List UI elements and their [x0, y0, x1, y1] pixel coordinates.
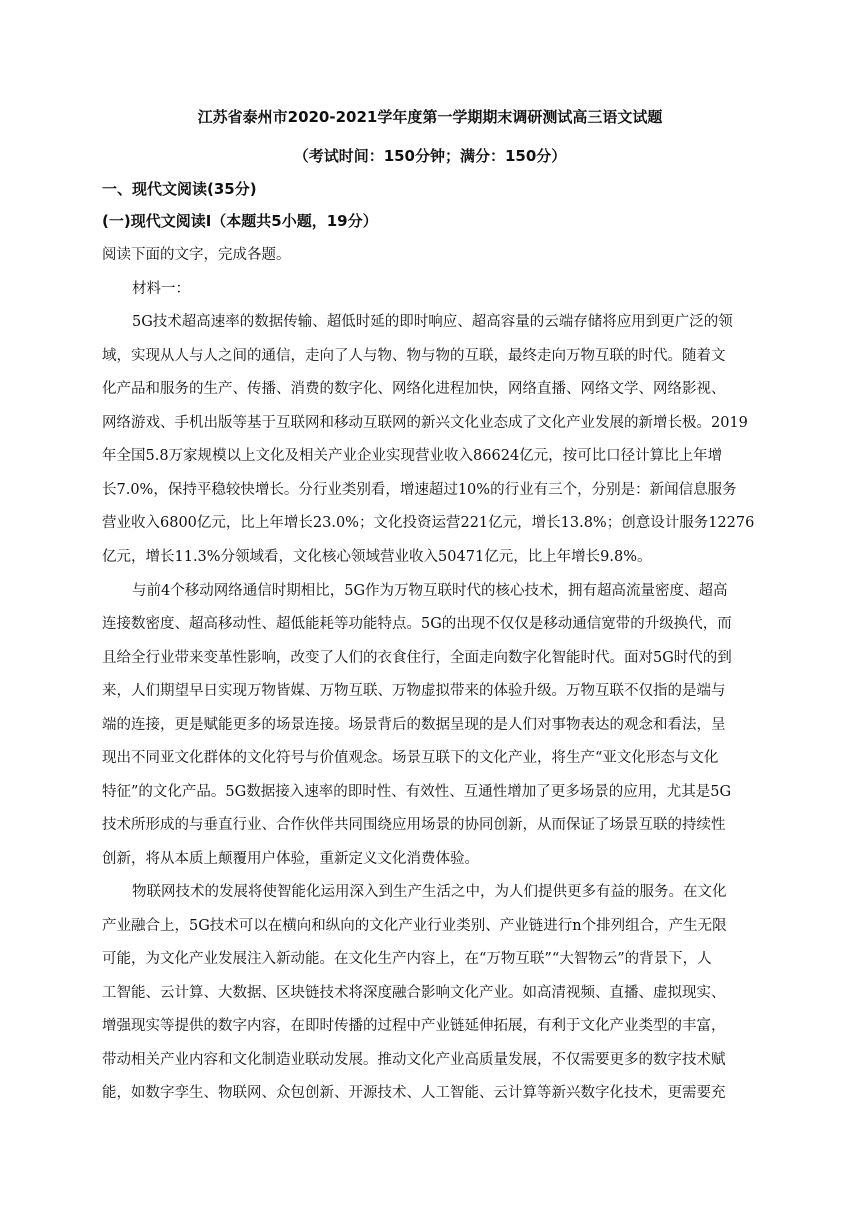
paragraph-line: 物联网技术的发展将使智能化运用深入到生产生活之中，为人们提供更多有益的服务。在文化 [132, 884, 727, 900]
paragraph-line: 来，人们期望早日实现万物皆媒、万物互联、万物虚拟带来的体验升级。万物互联不仅指的是端与 [102, 683, 726, 699]
paragraph-line: 营业收入6800亿元，比上年增长23.0%；文化投资运营221亿元，增长13.8%；创意设计服务12276 [102, 515, 755, 531]
paragraph-line: 端的连接，更是赋能更多的场景连接。场景背后的数据呈现的是人们对事物表达的观念和看法，呈 [102, 717, 726, 733]
paragraph-line: 域，实现从人与人之间的通信，走向了人与物、物与物的互联，最终走向万物互联的时代。随着文 [102, 348, 726, 364]
subsection-heading: (一)现代文阅读Ⅰ（本题共5小题，19分） [102, 212, 378, 230]
paragraph-line: 技术所形成的与垂直行业、合作伙伴共同围绕应用场景的协同创新，从而保证了场景互联的持续性 [102, 817, 726, 833]
paragraph-line: 增强现实等提供的数字内容，在即时传播的过程中产业链延伸拓展，有利于文化产业类型的丰富， [102, 1018, 726, 1034]
paragraph-line: 现出不同亚文化群体的文化符号与价值观念。场景互联下的文化产业，将生产“亚文化形态与文化 [102, 750, 719, 766]
paragraph-line: 且给全行业带来变革性影响，改变了人们的衣食住行，全面走向数字化智能时代。面对5G时代的到 [102, 650, 732, 666]
paragraph-line: 产业融合上，5G技术可以在横向和纵向的文化产业行业类别、产业链进行n个排列组合，产生无限 [102, 918, 727, 934]
paragraph-line: 与前4个移动网络通信时期相比，5G作为万物互联时代的核心技术，拥有超高流量密度、超高 [132, 583, 728, 599]
paragraph-line: 网络游戏、手机出版等基于互联网和移动互联网的新兴文化业态成了文化产业发展的新增长极。2019 [102, 415, 748, 431]
instruction-text: 阅读下面的文字，完成各题。 [102, 247, 291, 263]
material-label: 材料一： [132, 281, 190, 297]
exam-subtitle: （考试时间：150分钟；满分：150分） [293, 147, 567, 165]
paragraph-line: 连接数密度、超高移动性、超低能耗等功能特点。5G的出现不仅仅是移动通信宽带的升级换代，而 [102, 616, 732, 632]
paragraph-line: 创新，将从本质上颠覆用户体验，重新定义文化消费体验。 [102, 851, 479, 867]
paragraph-line: 带动相关产业内容和文化制造业联动发展。推动文化产业高质量发展，不仅需要更多的数字技术赋 [102, 1052, 726, 1068]
paragraph-line: 5G技术超高速率的数据传输、超低时延的即时响应、超高容量的云端存储将应用到更广泛的领 [132, 314, 733, 330]
paragraph-line: 特征”的文化产品。5G数据接入速率的即时性、有效性、互通性增加了更多场景的应用，尤其是5G [102, 784, 732, 800]
paragraph-line: 长7.0%，保持平稳较快增长。分行业类别看，增速超过10%的行业有三个，分别是：新闻信息服务 [102, 482, 737, 498]
paragraph-line: 亿元，增长11.3%分领域看，文化核心领域营业收入50471亿元，比上年增长9.8%。 [102, 549, 652, 565]
paragraph-line: 能，如数字孪生、物联网、众包创新、开源技术、人工智能、云计算等新兴数字化技术，更需要充 [102, 1085, 726, 1101]
paragraph-line: 化产品和服务的生产、传播、消费的数字化、网络化进程加快，网络直播、网络文学、网络影视、 [102, 381, 726, 397]
exam-title: 江苏省泰州市2020-2021学年度第一学期期末调研测试高三语文试题 [197, 108, 663, 126]
section-heading: 一、现代文阅读(35分) [102, 180, 257, 198]
paragraph-line: 年全国5.8万家规模以上文化及相关产业企业实现营业收入86624亿元，按可比口径计算比上年增 [102, 448, 723, 464]
paragraph-line: 可能，为文化产业发展注入新动能。在文化生产内容上，在“万物互联”“大智物云”的背景下，人 [102, 951, 712, 967]
paragraph-line: 工智能、云计算、大数据、区块链技术将深度融合影响文化产业。如高清视频、直播、虚拟现实、 [102, 985, 726, 1001]
